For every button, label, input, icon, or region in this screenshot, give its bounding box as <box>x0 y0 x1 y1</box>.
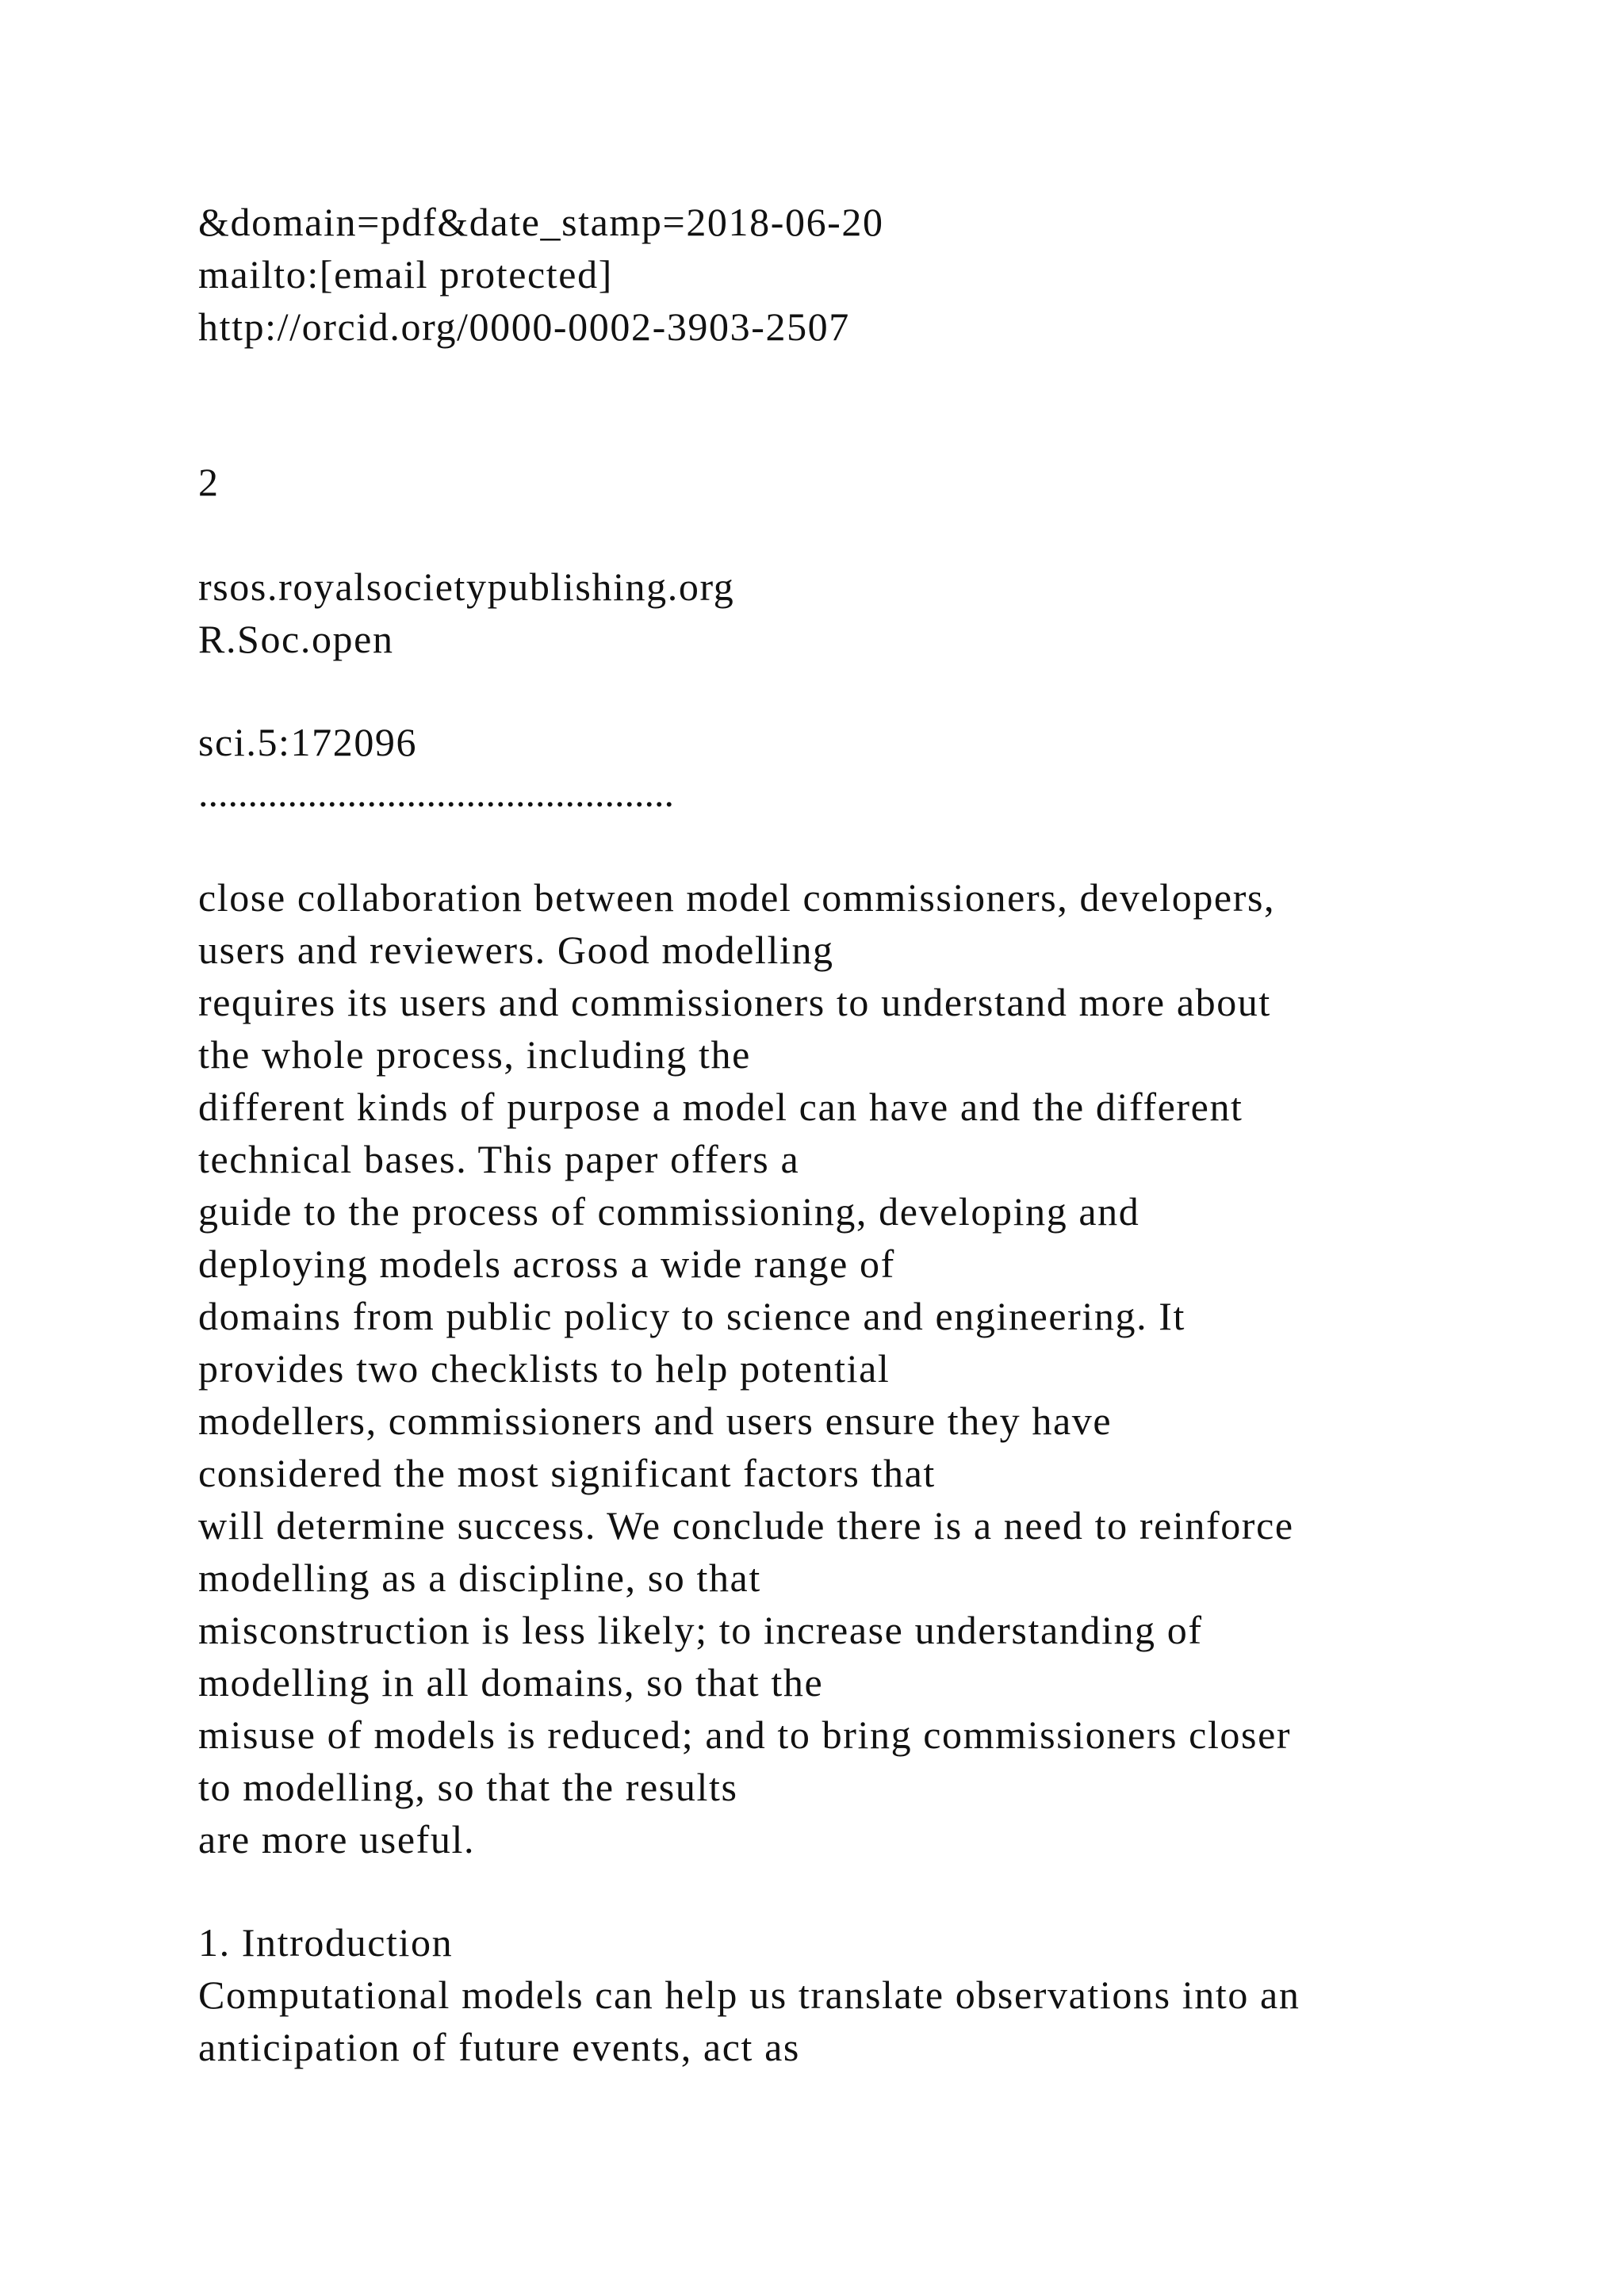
abstract-line: deploying models across a wide range of <box>198 1242 895 1286</box>
body-line: anticipation of future events, act as <box>198 2025 800 2069</box>
abstract-line: to modelling, so that the results <box>198 1765 738 1809</box>
body-line: Computational models can help us translate observations into an <box>198 1973 1300 2017</box>
orcid-line: http://orcid.org/0000-0002-3903-2507 <box>198 304 850 349</box>
section-heading: 1. Introduction <box>198 1920 454 1965</box>
abstract-line: considered the most significant factors that <box>198 1451 936 1495</box>
journal-citation: sci.5:172096 <box>198 720 418 764</box>
abstract-line: modellers, commissioners and users ensure they have <box>198 1399 1113 1443</box>
abstract-line: will determine success. We conclude there is a need to reinforce <box>198 1503 1294 1548</box>
abstract-line: provides two checklists to help potential <box>198 1346 891 1391</box>
abstract-line: misconstruction is less likely; to increase understanding of <box>198 1608 1203 1652</box>
abstract-line: misuse of models is reduced; and to bring commissioners closer <box>198 1712 1292 1757</box>
abstract-line: domains from public policy to science and engineering. It <box>198 1294 1186 1338</box>
abstract-line: technical bases. This paper offers a <box>198 1137 800 1181</box>
abstract-line: close collaboration between model commissioners, developers, <box>198 875 1276 920</box>
mailto-line: mailto:[email protected] <box>198 252 613 297</box>
abstract-line: guide to the process of commissioning, developing and <box>198 1189 1140 1234</box>
journal-site: rsos.royalsocietypublishing.org <box>198 564 735 609</box>
abstract-line: are more useful. <box>198 1817 476 1862</box>
page-number: 2 <box>198 460 220 504</box>
abstract-line: requires its users and commissioners to understand more about <box>198 980 1271 1024</box>
abstract-line: modelling as a discipline, so that <box>198 1556 761 1600</box>
abstract-line: different kinds of purpose a model can have and the different <box>198 1085 1243 1129</box>
dotted-rule: ................................................ <box>198 771 674 815</box>
url-line: &domain=pdf&date_stamp=2018-06-20 <box>198 200 884 244</box>
journal-name: R.Soc.open <box>198 617 394 661</box>
abstract-line: modelling in all domains, so that the <box>198 1660 824 1705</box>
abstract-line: the whole process, including the <box>198 1032 751 1077</box>
abstract-line: users and reviewers. Good modelling <box>198 928 834 972</box>
